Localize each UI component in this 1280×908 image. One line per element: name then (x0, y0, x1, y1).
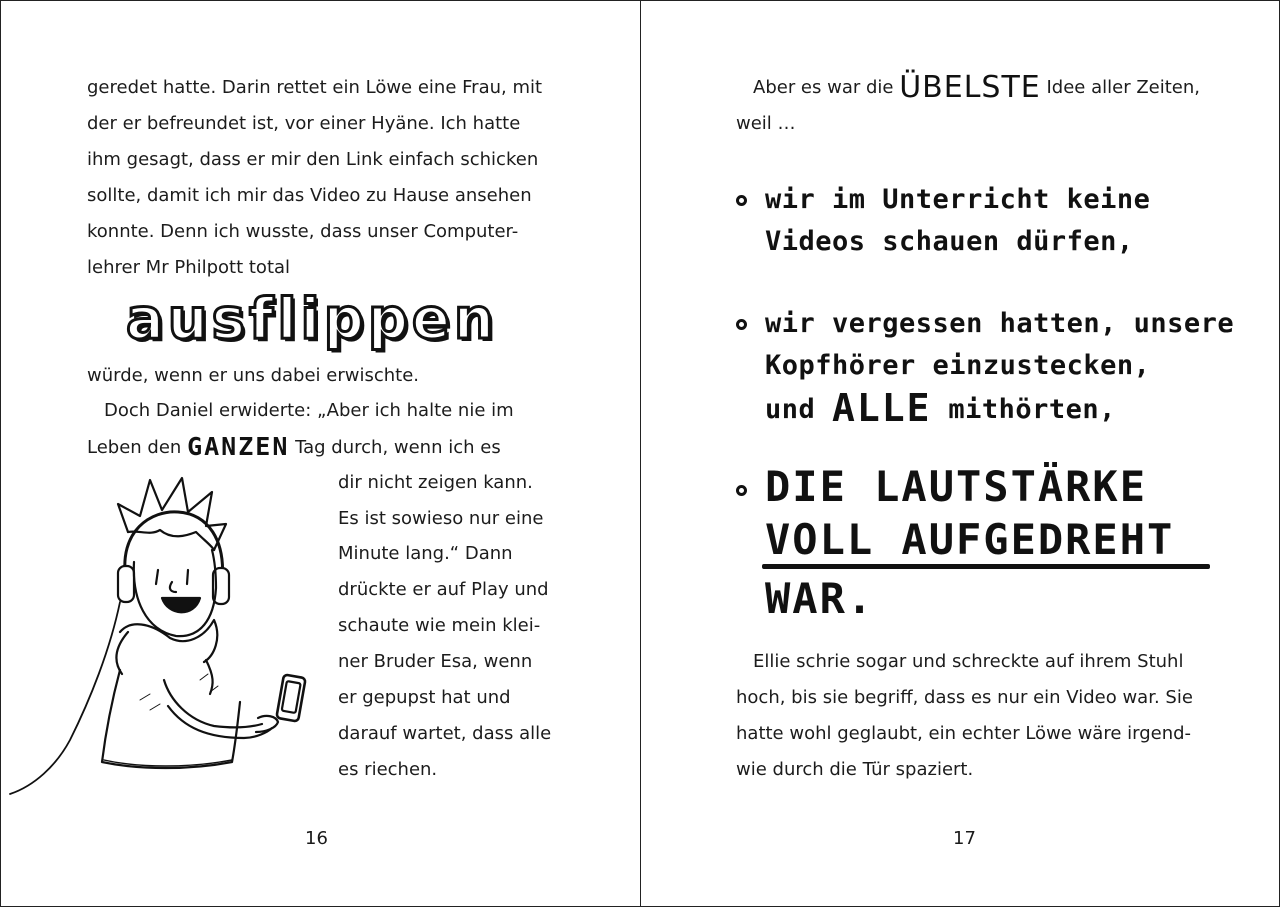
column-line-6: ner Bruder Esa, wenn (338, 651, 533, 672)
column-line-1: dir nicht zeigen kann. (338, 472, 533, 493)
left-text-line-6: lehrer Mr Philpott total (87, 257, 291, 278)
bullet3-line-3: WAR. (765, 574, 875, 623)
bullet1-line-1: wir im Unterricht keine (765, 184, 1151, 215)
right-closing-line-4: wie durch die Tür spaziert. (736, 759, 974, 780)
ausflippen-display-word: ausflippen (126, 287, 498, 352)
column-line-7: er gepupst hat und (338, 687, 511, 708)
column-line-2: Es ist sowieso nur eine (338, 508, 544, 529)
ganzen-emphasis: GANZEN (187, 432, 290, 461)
quote-post: Tag durch, wenn ich es (295, 437, 501, 458)
left-text-line-5: konnte. Denn ich wusste, dass unser Computer- (87, 221, 519, 242)
page-number-left: 16 (305, 828, 328, 849)
bullet-icon (736, 195, 747, 206)
left-text-after-display: würde, wenn er uns dabei erwischte. (87, 365, 420, 386)
page-number-right: 17 (953, 828, 976, 849)
right-intro-line-2: weil … (736, 113, 796, 134)
bullet3-line-1: DIE LAUTSTÄRKE (765, 462, 1148, 511)
emphasis-underline (762, 564, 1210, 569)
right-intro-line-1 (753, 70, 1200, 105)
uebelste-emphasis: ÜBELSTE (899, 70, 1041, 105)
bullet2-mithoerten: mithörten, (948, 394, 1116, 425)
left-text-line-3: ihm gesagt, dass er mir den Link einfach schicken (87, 149, 539, 170)
bullet2-line-2: Kopfhörer einzustecken, (765, 350, 1151, 381)
bullet2-line-1: wir vergessen hatten, unsere (765, 308, 1235, 339)
column-line-4: drückte er auf Play und (338, 579, 549, 600)
right-closing-line-2: hoch, bis sie begriff, dass es nur ein Video war. Sie (736, 687, 1193, 708)
left-quote-line-2 (87, 432, 501, 461)
column-line-3: Minute lang.“ Dann (338, 543, 513, 564)
left-text-line-1: geredet hatte. Darin rettet ein Löwe eine Frau, mit (87, 77, 543, 98)
column-line-8: darauf wartet, dass alle (338, 723, 552, 744)
bullet3-line-2: VOLL AUFGEDREHT (765, 515, 1175, 564)
bullet-icon (736, 319, 747, 330)
quote-pre: Leben den (87, 437, 182, 458)
column-line-9: es riechen. (338, 759, 438, 780)
boy-with-headphones-illustration (0, 470, 340, 810)
left-text-line-2: der er befreundet ist, vor einer Hyäne. Ich hatte (87, 113, 521, 134)
column-line-5: schaute wie mein klei- (338, 615, 541, 636)
left-text-line-4: sollte, damit ich mir das Video zu Hause ansehen (87, 185, 532, 206)
alle-emphasis: ALLE (832, 386, 932, 430)
right-closing-line-1: Ellie schrie sogar und schreckte auf ihrem Stuhl (753, 651, 1184, 672)
bullet2-und: und (765, 394, 816, 425)
bullet2-line-3 (765, 386, 1116, 430)
right-closing-line-3: hatte wohl geglaubt, ein echter Löwe wäre irgend- (736, 723, 1192, 744)
left-quote-line-1: Doch Daniel erwiderte: „Aber ich halte nie im (104, 400, 514, 421)
intro-pre: Aber es war die (753, 77, 894, 98)
bullet1-line-2: Videos schauen dürfen, (765, 226, 1134, 257)
intro-post: Idee aller Zeiten, (1046, 77, 1200, 98)
bullet-icon (736, 485, 747, 496)
